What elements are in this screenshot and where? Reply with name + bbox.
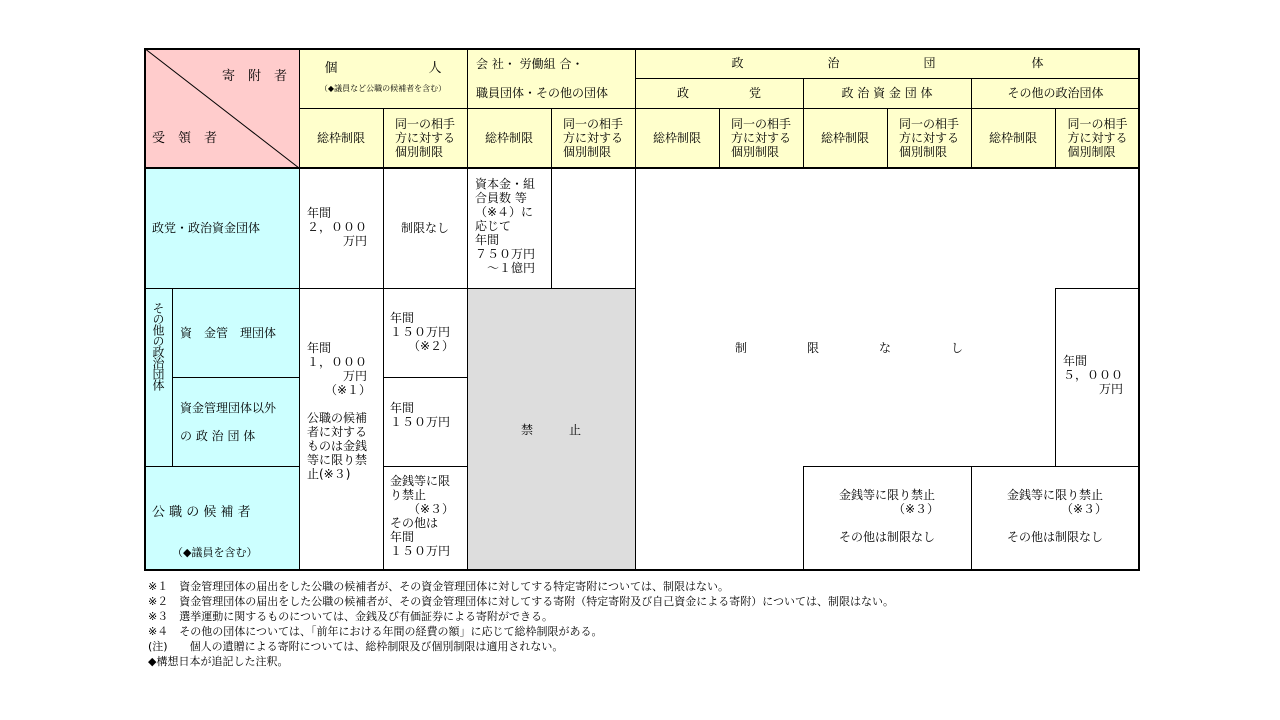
no-limit-text: 制限なし [400,221,449,235]
pol-fund-org-title: 政 治 資 金 団 体 [841,86,933,100]
cell-ind-total-party: 年間 ２，０００ 万円 [307,206,368,248]
cell-no-limit: 制 限 な し [735,341,964,355]
row-candidate-note: （◆議員を含む） [172,546,258,559]
footnote: ※４ その他の団体については、「前年における年間の経費の額」に応じて総枠制限がある。 [148,625,603,638]
grid-line [887,108,888,168]
grid-line [172,377,299,378]
other-individual-limit-header [1055,108,1140,168]
other-pol-org-title: その他の政治団体 [1007,86,1104,100]
recipient-label: 受 領 者 [152,131,218,146]
cell-prohibited [467,288,635,571]
individual-limit-label: 同一の相手 方に対する 個別制限 [898,117,959,159]
individual-limit-label: 同一の相手 方に対する 個別制限 [1067,117,1128,159]
grid-line [635,78,1140,79]
cell-ind-indiv-nonfund: 年間 １５０万円 [390,401,451,429]
row-non-fund-mgmt [172,377,299,466]
grid-line [1055,108,1056,168]
company-line1: 会 社・ 労働組 合・ [476,57,584,71]
grid-line [971,466,972,571]
cell-cand-fund-org: 金銭等に限り禁止 （※３） その他は制限なし [839,488,940,544]
individual-header [299,48,467,108]
company-line2: 職員団体・その他の団体 [476,86,609,100]
political-title: 政 治 団 体 [731,56,1044,70]
party-title: 政 党 [676,86,761,100]
footnotes [148,579,1148,669]
grid-line [635,48,636,571]
pol-fund-org-header [803,78,971,108]
fund-total-limit-header [803,108,887,168]
footnote: ※３ 選挙運動に関するものについては、金銭及び有価証券による寄附ができる。 [148,610,553,623]
grid-line [467,48,468,571]
footnote: ※２ 資金管理団体の届出をした公職の候補者が、その資金管理団体に対してする寄附（特定寄附及び自己資金による寄附）については、制限はない。 [148,595,894,608]
row-non-fund-mgmt-label: 資金管理団体以外 の 政 治 団 体 [180,400,277,443]
individual-limit-label: 同一の相手 方に対する 個別制限 [562,117,623,159]
party-header [635,78,803,108]
row-other-org-group [144,288,172,466]
party-total-limit-header [635,108,719,168]
party-individual-limit-header [719,108,803,168]
grid-line [1138,48,1140,571]
row-fund-mgmt [172,288,299,377]
total-limit-label: 総枠制限 [316,131,365,145]
grid-line [1055,288,1056,466]
grid-line [144,466,299,467]
cell-ind-total-other: 年間 １，０００ 万円 （※１） 公職の候補 者に対する ものは金銭 等に限り禁 止(※３) [307,341,372,481]
total-limit-label: 総枠制限 [988,131,1037,145]
total-limit-label: 総枠制限 [652,131,701,145]
footnote: (注) 個人の遺贈による寄附については、総枠制限及び個別制限は適用されない。 [148,640,564,653]
donor-label: 寄 附 者 [222,69,288,84]
grid-line [383,108,384,571]
row-other-org-vertical-label: その他の政治団体 [151,302,165,390]
grid-line [144,167,1140,169]
cell-ind-indiv-fund: 年間 １５０万円 （※２） [390,311,455,353]
other-total-limit-header [971,108,1055,168]
grid-line [172,288,173,466]
footnote: ◆構想日本が追記した注釈。 [148,655,289,668]
grid-line [299,48,300,571]
political-donation-limits-table [144,48,1140,571]
cell-ind-indiv-cand: 金銭等に限 り禁止 （※３） その他は 年間 １５０万円 [390,474,455,558]
ind-total-limit-header [299,108,383,168]
grid-line [144,48,1140,50]
other-pol-org-header [971,78,1140,108]
corner-diagonal [144,48,299,168]
grid-line [383,377,467,378]
row-candidate-label: 公 職 の 候 補 者 [152,505,251,520]
cell-ind-indiv-party [383,168,467,288]
total-limit-label: 総枠制限 [820,131,869,145]
grid-line [803,78,804,168]
ind-individual-limit-header [383,108,467,168]
grid-line [971,78,972,168]
footnote: ※１ 資金管理団体の届出をした公職の候補者が、その資金管理団体に対してする特定寄附については、制限はない。 [148,580,729,593]
grid-line [144,48,146,571]
grid-line [1055,288,1140,289]
row-party-fund-label: 政党・政治資金団体 [152,221,261,235]
company-total-limit-header [467,108,551,168]
individual-limit-label: 同一の相手 方に対する 個別制限 [394,117,455,159]
cell-other-total: 年間 ５，０００ 万円 [1063,354,1124,396]
grid-line [144,288,635,289]
grid-line [551,168,552,288]
total-limit-label: 総枠制限 [484,131,533,145]
company-individual-limit-header [551,108,635,168]
row-fund-mgmt-label: 資 金管 理団体 [180,325,277,340]
cell-company-total-party: 資本金・組 合員数 等 （※４）に 応じて 年間 ７５０万円 ～１億円 [475,177,536,275]
individual-note: （◆議員など公職の候補者を含む） [319,84,447,93]
row-party-fund [144,168,299,288]
political-header [635,48,1140,78]
grid-line [383,466,467,467]
individual-title: 個 人 [324,61,442,76]
fund-individual-limit-header [887,108,971,168]
prohibited-text: 禁 止 [520,422,581,437]
cell-cand-other-org: 金銭等に限り禁止 （※３） その他は制限なし [1007,488,1108,544]
grid-line [803,466,804,571]
corner-header [144,48,299,168]
grid-line [144,569,1140,571]
individual-limit-label: 同一の相手 方に対する 個別制限 [730,117,791,159]
grid-line [719,108,720,168]
company-header [467,48,635,108]
row-candidate [144,466,299,571]
